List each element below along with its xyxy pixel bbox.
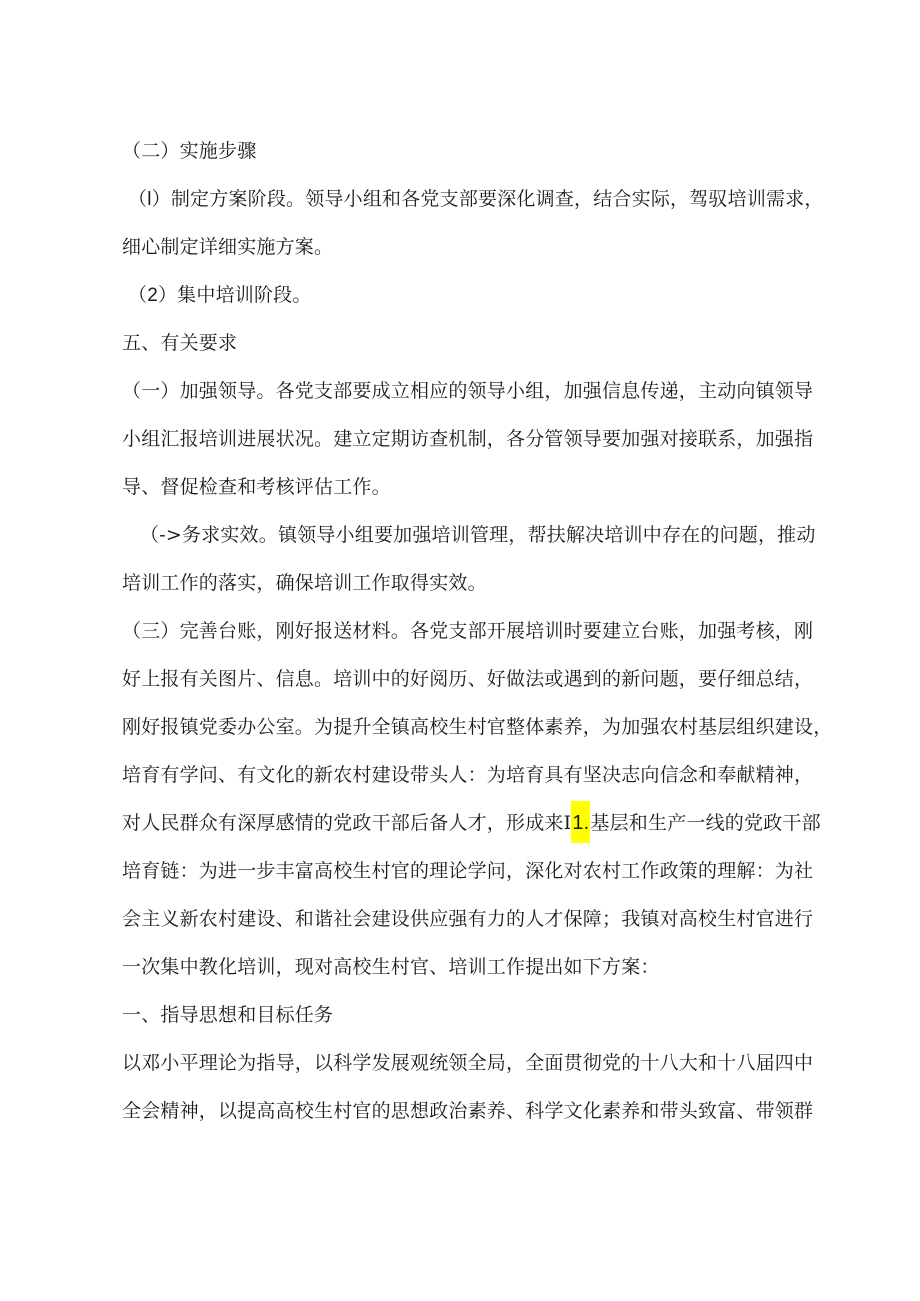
paragraph-line: 培育有学问、有文化的新农村建设带头人：为培育具有坚决志向信念和奉献精神， bbox=[122, 764, 814, 786]
section-heading-requirements: 五、有关要求 bbox=[122, 332, 238, 354]
paragraph-line: 细心制定详细实施方案。 bbox=[122, 236, 334, 258]
paragraph-line: 小组汇报培训进展状况。建立定期访查机制，各分管领导要加强对接联系，加强指 bbox=[122, 428, 814, 450]
paragraph-line: （三）完善台账，刚好报送材料。各党支部开展培训时要建立台账，加强考核，刚 bbox=[122, 620, 814, 642]
highlighted-number: 1. bbox=[571, 801, 590, 843]
paragraph-text: ）集中培训阶段。 bbox=[157, 284, 312, 306]
paragraph-line: 培训工作的落实，确保培训工作取得实效。 bbox=[122, 572, 487, 594]
section-heading-guiding-ideology: 一、指导思想和目标任务 bbox=[122, 1004, 334, 1026]
paragraph-line bbox=[122, 811, 821, 835]
paragraph-line: 导、督促检查和考核评估工作。 bbox=[122, 476, 391, 498]
subheading-implementation-steps: （二）实施步骤 bbox=[122, 140, 257, 162]
paragraph-line: （->务求实效。镇领导小组要加强培训管理，帮扶解决培训中存在的问题，推动 bbox=[140, 524, 816, 546]
paragraph-line: 一次集中教化培训，现对高校生村官、培训工作提出如下方案： bbox=[122, 956, 660, 978]
paragraph-text: 基层和生产一线的党政干部 bbox=[590, 812, 821, 834]
paragraph-line: 培育链：为进一步丰富高校生村官的理论学问，深化对农村工作政策的理解：为社 bbox=[122, 860, 814, 882]
paragraph-line: 全会精神，以提高高校生村官的思想政治素养、科学文化素养和带头致富、带领群 bbox=[122, 1100, 814, 1122]
paragraph-text: 对人民群众有深厚感情的党政干部后备人才，形成来I bbox=[122, 812, 572, 834]
paragraph-line bbox=[128, 187, 824, 212]
paragraph-line: 好上报有关图片、信息。培训中的好阅历、好做法或遇到的新问题，要仔细总结， bbox=[122, 668, 814, 690]
paragraph-line: 会主义新农村建设、和谐社会建设供应强有力的人才保障；我镇对高校生村官进行 bbox=[122, 908, 814, 930]
step-number: l bbox=[147, 189, 152, 210]
paragraph-line: 刚好报镇党委办公室。为提升全镇高校生村官整体素养，为加强农村基层组织建设， bbox=[122, 716, 833, 738]
step-number: 2 bbox=[147, 285, 158, 306]
paragraph-text: ）制定方案阶段。领导小组和各党支部要深化调查，结合实际，驾驭培训需求， bbox=[151, 188, 824, 210]
paren-open: （ bbox=[128, 188, 148, 210]
paragraph-line bbox=[128, 283, 312, 308]
paren-open: （ bbox=[128, 284, 148, 306]
paragraph-line: （一）加强领导。各党支部要成立相应的领导小组，加强信息传递，主动向镇领导 bbox=[122, 380, 814, 402]
paragraph-line: 以邓小平理论为指导，以科学发展观统领全局，全面贯彻党的十八大和十八届四中 bbox=[122, 1052, 814, 1074]
